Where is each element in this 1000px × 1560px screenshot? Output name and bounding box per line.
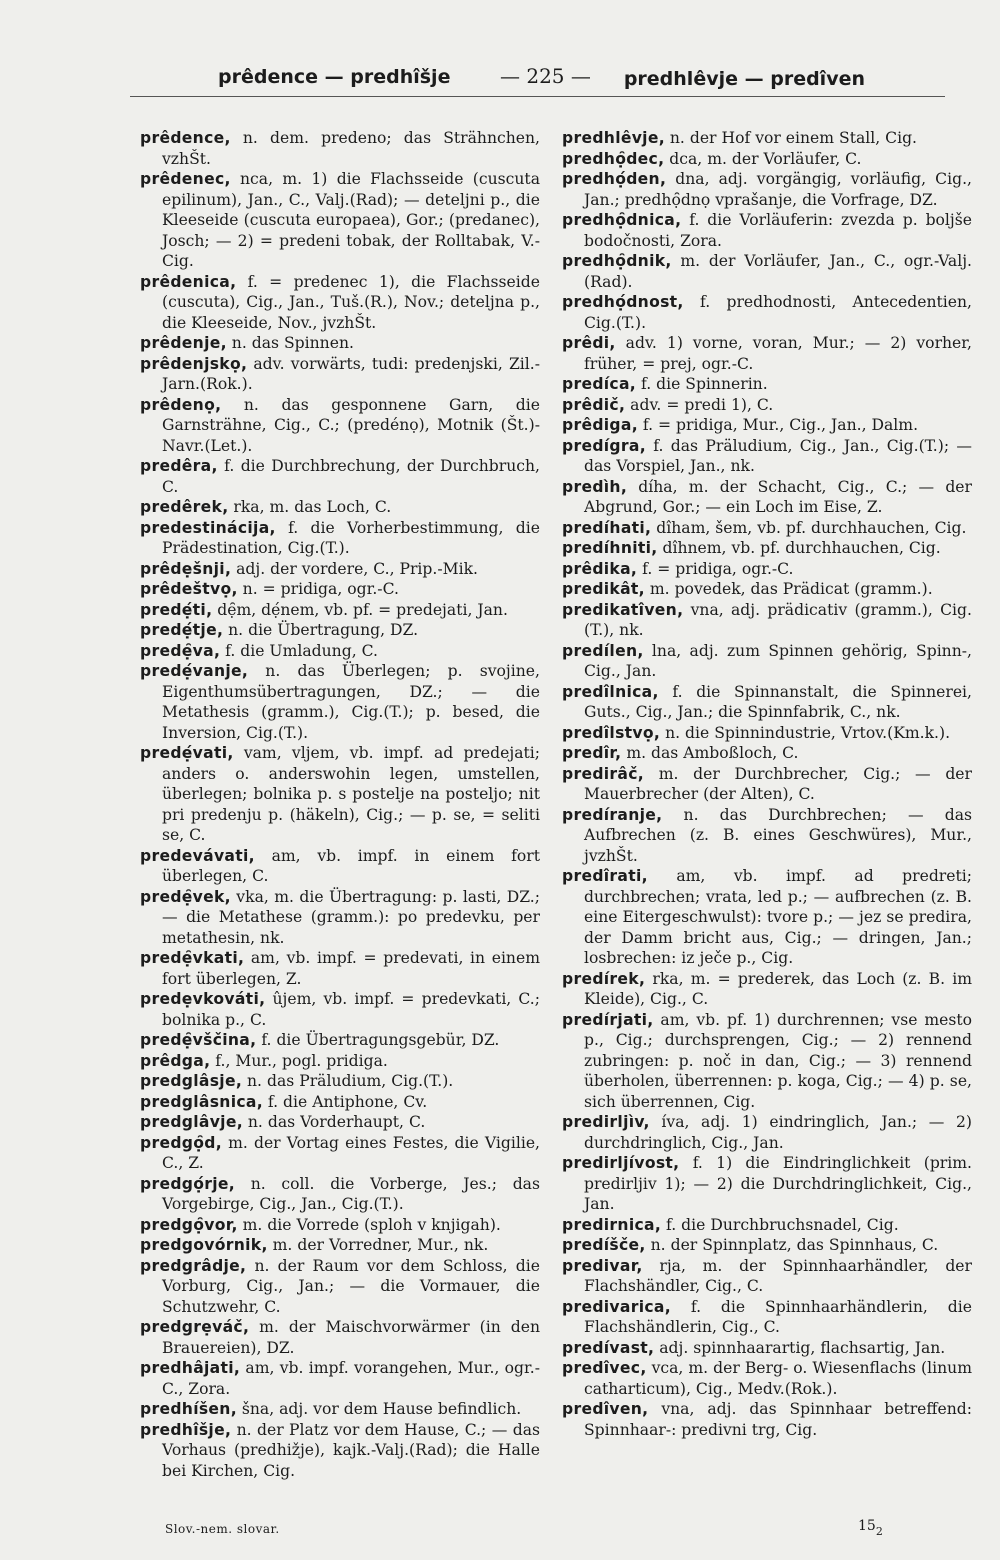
header-left-guide: prêdence — predhîšje xyxy=(218,66,451,88)
entry-definition: díha, m. der Schacht, Cig., C.; — der Abgrund, Gor.; — ein Loch im Eise, Z. xyxy=(584,477,972,516)
entry-definition: m. der Durchbrecher, Cig.; — der Mauerbrecher (der Alten), C. xyxy=(584,764,972,803)
dictionary-entry xyxy=(562,1256,972,1297)
dictionary-entry xyxy=(562,292,972,333)
dictionary-entry xyxy=(140,620,540,641)
entry-definition: n. das gesponnene Garn, die Garnsträhne, Cig., C.; (predénọ), Motnik (Št.)-Navr.(Let.). xyxy=(162,395,540,455)
entry-definition: m. der Vorläufer, Jan., C., ogr.-Valj.(Rad). xyxy=(584,252,972,291)
entry-definition: n. das Durchbrechen; — das Aufbrechen (z. B. eines Geschwüres), Mur., jvzhŠt. xyxy=(584,805,972,865)
entry-headword: predgovórnik, xyxy=(140,1236,268,1254)
dictionary-entry xyxy=(562,436,972,477)
dictionary-entry xyxy=(562,538,972,559)
entry-definition: šna, adj. vor dem Hause befindlich. xyxy=(236,1400,522,1418)
dictionary-entry xyxy=(140,559,540,580)
entry-headword: prêdenica, xyxy=(140,272,237,291)
entry-definition: f. die Spinnerin. xyxy=(636,375,768,393)
entry-definition: rja, m. der Spinnhaarhändler, der Flachshändler, Cig., C. xyxy=(584,1256,972,1295)
dictionary-entry xyxy=(562,1297,972,1338)
dictionary-entry xyxy=(140,846,540,887)
entry-headword: predẹvkováti, xyxy=(140,990,266,1008)
entry-definition: nca, m. 1) die Flachsseide (cuscuta epilinum), Jan., C., Valj.(Rad); — deteljni p., die Kleeseide (cuscuta europaea), Gor.; (predanec), Josch; — 2) = predeni tobak, der Rolltabak, V.-Cig. xyxy=(162,170,540,270)
entry-definition: am, vb. impf. vorangehen, Mur., ogr.-C., Zora. xyxy=(162,1359,540,1398)
entry-definition: f. das Präludium, Cig., Jan., Cig.(T.); — das Vorspiel, Jan., nk. xyxy=(584,436,972,475)
entry-definition: f., Mur., pogl. pridiga. xyxy=(210,1051,388,1070)
dictionary-entry xyxy=(562,128,972,149)
dictionary-entry xyxy=(562,149,972,170)
entry-headword: predgọ̑vor, xyxy=(140,1215,238,1234)
dictionary-entry xyxy=(562,251,972,292)
dictionary-entry xyxy=(562,415,972,436)
dictionary-entry xyxy=(562,169,972,210)
entry-definition: f. die Antiphone, Cv. xyxy=(262,1092,428,1111)
entry-definition: vca, m. der Berg- o. Wiesenflachs (linum catharticum), Cig., Medv.(Rok.). xyxy=(584,1359,972,1398)
entry-headword: predẹ́vati, xyxy=(140,744,234,762)
entry-headword: predhọ́den, xyxy=(562,170,667,188)
entry-headword: predirnica, xyxy=(562,1215,662,1234)
dictionary-entry xyxy=(562,210,972,251)
entry-headword: predevávati, xyxy=(140,846,255,865)
entry-headword: predẹ́tje, xyxy=(140,621,224,639)
entry-headword: predgọ̑d, xyxy=(140,1133,222,1152)
entry-definition: íva, adj. 1) eindringlich, Jan.; — 2) durchdringlich, Cig., Jan. xyxy=(584,1113,972,1152)
dictionary-entry xyxy=(140,395,540,457)
entry-headword: predêra, xyxy=(140,457,218,475)
entry-headword: prêdence, xyxy=(140,129,231,147)
entry-definition: m. der Vorredner, Mur., nk. xyxy=(267,1236,489,1254)
dictionary-entry xyxy=(562,1338,972,1359)
entry-headword: predẹ̑vek, xyxy=(140,887,231,906)
entry-definition: f. die Durchbruchsnadel, Cig. xyxy=(661,1215,899,1234)
entry-headword: predhọ̑dnik, xyxy=(562,252,672,270)
entry-definition: n. coll. die Vorberge, Jes.; das Vorgebirge, Cig., Jan., Cig.(T.). xyxy=(162,1174,540,1213)
entry-definition: n. das Vorderhaupt, C. xyxy=(242,1113,426,1131)
dictionary-entry xyxy=(140,1030,540,1051)
sheet-mark xyxy=(858,1518,883,1538)
dictionary-entry xyxy=(140,518,540,559)
dictionary-entry xyxy=(140,887,540,949)
entry-definition: vka, m. die Übertragung: p. lasti, DZ.; — die Metathese (gramm.): po predevku, per metathesin, nk. xyxy=(162,887,540,947)
entry-headword: prêdi, xyxy=(562,334,616,352)
entry-definition: n. die Spinnindustrie, Vrtov.(Km.k.). xyxy=(660,723,951,742)
dictionary-entry xyxy=(562,1358,972,1399)
entry-definition: n. das Präludium, Cig.(T.). xyxy=(242,1072,454,1090)
entry-headword: predglâsnica, xyxy=(140,1092,263,1111)
entry-definition: m. der Vortag eines Festes, die Vigilie, C., Z. xyxy=(162,1133,540,1172)
dictionary-entry xyxy=(140,169,540,272)
entry-definition: am, vb. pf. 1) durchrennen; vse mesto p., Cig.; durchsprengen, Cig.; — 2) rennend zubringen: p. noč in dan, Cig.; — 3) rennend überholen, überrennen: p. koga, Cig.; — 4) p. se, sich überrennen, Cig. xyxy=(584,1010,972,1111)
entry-definition: dca, m. der Vorläufer, C. xyxy=(664,149,862,168)
dictionary-entry xyxy=(140,661,540,743)
dictionary-entry xyxy=(140,579,540,600)
entry-headword: predirljìv, xyxy=(562,1113,650,1131)
dictionary-entry xyxy=(140,272,540,334)
dictionary-entry xyxy=(562,374,972,395)
right-column xyxy=(562,128,972,1440)
entry-headword: predẹ̑va, xyxy=(140,641,221,660)
entry-headword: predírjati, xyxy=(562,1010,654,1029)
entry-headword: predhîšje, xyxy=(140,1420,232,1439)
entry-headword: predivar, xyxy=(562,1256,643,1275)
entry-definition: f. = pridiga, Mur., Cig., Jan., Dalm. xyxy=(637,416,919,434)
running-header xyxy=(130,62,945,97)
dictionary-entry xyxy=(562,395,972,416)
entry-definition: dîhnem, vb. pf. durchhauchen, Cig. xyxy=(657,539,941,557)
dictionary-entry xyxy=(562,518,972,539)
entry-definition: n. das Überlegen; p. svojine, Eigenthumsübertragungen, DZ.; — die Metathesis (gramm.), Cig.(T.); p. besed, die Inversion, Cig.(T.). xyxy=(162,662,540,742)
entry-headword: predẹ́ti, xyxy=(140,600,213,619)
entry-headword: prêdenjskọ, xyxy=(140,354,248,373)
dictionary-entry xyxy=(140,1051,540,1072)
dictionary-entry xyxy=(562,1235,972,1256)
dictionary-entry xyxy=(562,682,972,723)
dictionary-entry xyxy=(562,743,972,764)
entry-definition: n. dem. predeno; das Strähnchen, vzhŠt. xyxy=(162,129,540,168)
entry-headword: prêdenọ, xyxy=(140,395,222,414)
dictionary-entry xyxy=(140,1174,540,1215)
entry-headword: predivarica, xyxy=(562,1297,671,1316)
entry-definition: n. der Raum vor dem Schloss, die Vorburg, Cig., Jan.; — die Vormauer, die Schutzwehr, C. xyxy=(162,1256,540,1316)
dictionary-entry xyxy=(562,866,972,969)
dictionary-entry xyxy=(562,1399,972,1440)
entry-definition: adj. der vordere, C., Prip.-Mik. xyxy=(231,559,478,578)
entry-definition: m. das Amboßloch, C. xyxy=(621,744,799,762)
entry-definition: f. die Vorläuferin: zvezda p. boljše bodočnosti, Zora. xyxy=(584,211,972,250)
entry-headword: predhọ̑dec, xyxy=(562,149,665,168)
entry-definition: f. = pridiga, ogr.-C. xyxy=(637,559,794,578)
entry-headword: prêdič, xyxy=(562,395,626,414)
page-number: — 225 — xyxy=(500,64,591,88)
dictionary-entry xyxy=(140,1317,540,1358)
entry-definition: m. der Maischvorwärmer (in den Brauereien), DZ. xyxy=(162,1318,540,1357)
entry-headword: predhâjati, xyxy=(140,1359,241,1377)
entry-definition: lna, adj. zum Spinnen gehörig, Spinn-, Cig., Jan. xyxy=(584,641,972,680)
entry-headword: predîlnica, xyxy=(562,682,659,701)
entry-headword: predirljívost, xyxy=(562,1154,680,1172)
dictionary-entry xyxy=(140,600,540,621)
entry-headword: predẹ̑vkati, xyxy=(140,949,245,967)
entry-definition: vna, adj. prädicativ (gramm.), Cig.(T.), nk. xyxy=(584,600,972,639)
entry-headword: predírek, xyxy=(562,969,646,988)
entry-headword: predirâč, xyxy=(562,764,645,783)
entry-definition: n. der Platz vor dem Hause, C.; — das Vorhaus (predhižje), kajk.-Valj.(Rad); die Halle bei Kirchen, Cig. xyxy=(162,1420,540,1480)
entry-definition: m. die Vorrede (sploh v knjigah). xyxy=(237,1215,501,1234)
entry-definition: f. die Übertragungsgebür, DZ. xyxy=(256,1031,500,1049)
entry-headword: predígra, xyxy=(562,436,646,455)
dictionary-entry xyxy=(140,948,540,989)
dictionary-entry xyxy=(140,354,540,395)
entry-definition: adj. spinnhaarartig, flachsartig, Jan. xyxy=(654,1338,946,1357)
entry-headword: prêdenje, xyxy=(140,334,227,352)
dictionary-entry xyxy=(140,497,540,518)
dictionary-entry xyxy=(140,989,540,1030)
entry-headword: predílen, xyxy=(562,641,644,660)
entry-definition: f. die Durchbrechung, der Durchbruch, C. xyxy=(162,457,540,496)
entry-headword: predívast, xyxy=(562,1338,655,1357)
dictionary-entry xyxy=(140,1092,540,1113)
header-right-guide: predhlêvje — predîven xyxy=(623,68,865,90)
entry-definition: f. die Spinnhaarhändlerin, die Flachshändlerin, Cig., C. xyxy=(584,1297,972,1336)
entry-definition: n. die Übertragung, DZ. xyxy=(223,621,419,639)
entry-definition: f. die Spinnanstalt, die Spinnerei, Guts., Cig., Jan.; die Spinnfabrik, C., nk. xyxy=(584,682,972,721)
dictionary-entry xyxy=(562,805,972,867)
signature-mark: Slov.-nem. slovar. xyxy=(165,1522,280,1536)
entry-headword: predíca, xyxy=(562,375,637,393)
dictionary-entry xyxy=(140,333,540,354)
entry-headword: predîr, xyxy=(562,744,622,762)
entry-headword: predhọ́dnost, xyxy=(562,293,684,311)
entry-definition: f. 1) die Eindringlichkeit (prim. predirljiv 1); — 2) die Durchdringlichkeit, Cig., Jan. xyxy=(584,1154,972,1213)
entry-headword: predíranje, xyxy=(562,805,663,824)
entry-definition: adv. = predi 1), C. xyxy=(625,395,774,414)
entry-definition: rka, m. = prederek, das Loch (z. B. im Kleide), Cig., C. xyxy=(584,969,972,1008)
entry-headword: predestinácija, xyxy=(140,518,276,537)
entry-headword: prêdiga, xyxy=(562,416,638,434)
dictionary-entry xyxy=(140,1256,540,1318)
dictionary-entry xyxy=(562,723,972,744)
entry-definition: n. der Spinnplatz, das Spinnhaus, C. xyxy=(645,1236,939,1254)
dictionary-entry xyxy=(562,1215,972,1236)
entry-headword: predgrâdje, xyxy=(140,1256,247,1275)
entry-headword: prêdẹšnji, xyxy=(140,559,232,578)
dictionary-entry xyxy=(562,764,972,805)
entry-definition: ûjem, vb. impf. = predevkati, C.; bolnika p., C. xyxy=(162,990,540,1029)
entry-definition: f. = predenec 1), die Flachsseide (cuscuta), Cig., Jan., Tuš.(R.), Nov.; deteljna p., die Kleeseide, Nov., jvzhŠt. xyxy=(162,272,540,332)
entry-definition: n. = pridiga, ogr.-C. xyxy=(237,580,399,598)
dictionary-entry xyxy=(562,1153,972,1215)
dictionary-entry xyxy=(562,1010,972,1113)
dictionary-entry xyxy=(562,1112,972,1153)
entry-headword: predẹ̑vščina, xyxy=(140,1031,257,1049)
entry-definition: am, vb. impf. ad predreti; durchbrechen; vrata, led p.; — aufbrechen (z. B. eine Eitergeschwulst): tvore p.; — jez se predira, der Damm bricht aus, Cig.; — dringen, Jan.; losbrechen: iz ječe p., Cig. xyxy=(584,867,972,967)
entry-definition: vna, adj. das Spinnhaar betreffend: Spinnhaar-: predivni trg, Cig. xyxy=(584,1400,972,1439)
entry-headword: predhlêvje, xyxy=(562,129,665,147)
entry-headword: predíhati, xyxy=(562,518,652,537)
entry-headword: prêdeštvọ, xyxy=(140,580,238,598)
entry-definition: n. das Spinnen. xyxy=(226,334,354,352)
sheet-subscript: 2 xyxy=(875,1525,883,1538)
dictionary-entry xyxy=(140,1215,540,1236)
dictionary-entry xyxy=(140,1420,540,1482)
sheet-number: 15 xyxy=(858,1518,876,1534)
entry-definition: rka, m. das Loch, C. xyxy=(228,498,392,516)
entry-definition: dîham, šem, vb. pf. durchhauchen, Cig. xyxy=(651,518,967,537)
dictionary-entry xyxy=(562,477,972,518)
entry-headword: prêdenec, xyxy=(140,170,231,188)
entry-headword: predíhniti, xyxy=(562,539,658,557)
entry-headword: predikatîven, xyxy=(562,600,684,619)
entry-headword: prêdga, xyxy=(140,1051,211,1070)
entry-headword: predîvec, xyxy=(562,1359,647,1377)
entry-headword: prêdika, xyxy=(562,559,638,578)
entry-headword: predíšče, xyxy=(562,1236,646,1254)
entry-headword: predîlstvọ, xyxy=(562,723,661,742)
entry-definition: adv. 1) vorne, voran, Mur.; — 2) vorher, früher, = prej, ogr.-C. xyxy=(584,334,972,373)
dictionary-entry xyxy=(140,1235,540,1256)
dictionary-entry xyxy=(140,1133,540,1174)
dictionary-entry xyxy=(140,641,540,662)
entry-definition: f. die Vorherbestimmung, die Prädestination, Cig.(T.). xyxy=(162,518,540,557)
dictionary-entry xyxy=(562,579,972,600)
dictionary-entry xyxy=(562,641,972,682)
entry-headword: predhọ̑dnica, xyxy=(562,211,682,229)
dictionary-entry xyxy=(140,1071,540,1092)
dictionary-entry xyxy=(562,333,972,374)
dictionary-entry xyxy=(140,456,540,497)
entry-definition: dna, adj. vorgängig, vorläufig, Cig., Jan.; predhọ̑dnọ vprašanje, die Vorfrage, DZ. xyxy=(584,170,972,209)
entry-definition: m. povedek, das Prädicat (gramm.). xyxy=(644,580,933,598)
dictionary-entry xyxy=(140,128,540,169)
entry-headword: predglâsje, xyxy=(140,1072,243,1090)
entry-headword: predìh, xyxy=(562,477,628,496)
entry-headword: predîrati, xyxy=(562,867,648,885)
entry-headword: predgrẹváč, xyxy=(140,1318,250,1336)
entry-headword: predîven, xyxy=(562,1400,649,1418)
dictionary-entry xyxy=(140,1358,540,1399)
dictionary-entry xyxy=(140,1112,540,1133)
entry-definition: am, vb. impf. = predevati, in einem fort überlegen, Z. xyxy=(162,949,540,988)
dictionary-entry xyxy=(562,969,972,1010)
entry-definition: adv. vorwärts, tudi: predenjski, Zil.-Jarn.(Rok.). xyxy=(162,354,540,393)
entry-headword: predikât, xyxy=(562,580,645,598)
entry-headword: predẹ́vanje, xyxy=(140,662,249,680)
entry-headword: predêrek, xyxy=(140,498,229,516)
entry-definition: f. die Umladung, C. xyxy=(220,641,378,660)
dictionary-entry xyxy=(562,559,972,580)
left-column xyxy=(140,128,540,1481)
entry-definition: f. predhodnosti, Antecedentien, Cig.(T.). xyxy=(584,293,972,332)
entry-headword: predhíšen, xyxy=(140,1400,237,1418)
entry-definition: vam, vljem, vb. impf. ad predejati; anders o. anderswohin legen, umstellen, überlegen; bolnika p. s postelje na posteljo; nit pri predenju p. (häkeln), Cig.; — p. se, = seliti se, C. xyxy=(162,744,540,844)
entry-definition: n. der Hof vor einem Stall, Cig. xyxy=(664,129,918,147)
dictionary-entry xyxy=(562,600,972,641)
entry-headword: predglâvje, xyxy=(140,1113,243,1131)
entry-headword: predgọ́rje, xyxy=(140,1174,236,1193)
dictionary-entry xyxy=(140,743,540,846)
entry-definition: am, vb. impf. in einem fort überlegen, C. xyxy=(162,846,540,885)
entry-definition: dẹ̑m, dẹ́nem, vb. pf. = predejati, Jan. xyxy=(212,600,508,619)
dictionary-entry xyxy=(140,1399,540,1420)
